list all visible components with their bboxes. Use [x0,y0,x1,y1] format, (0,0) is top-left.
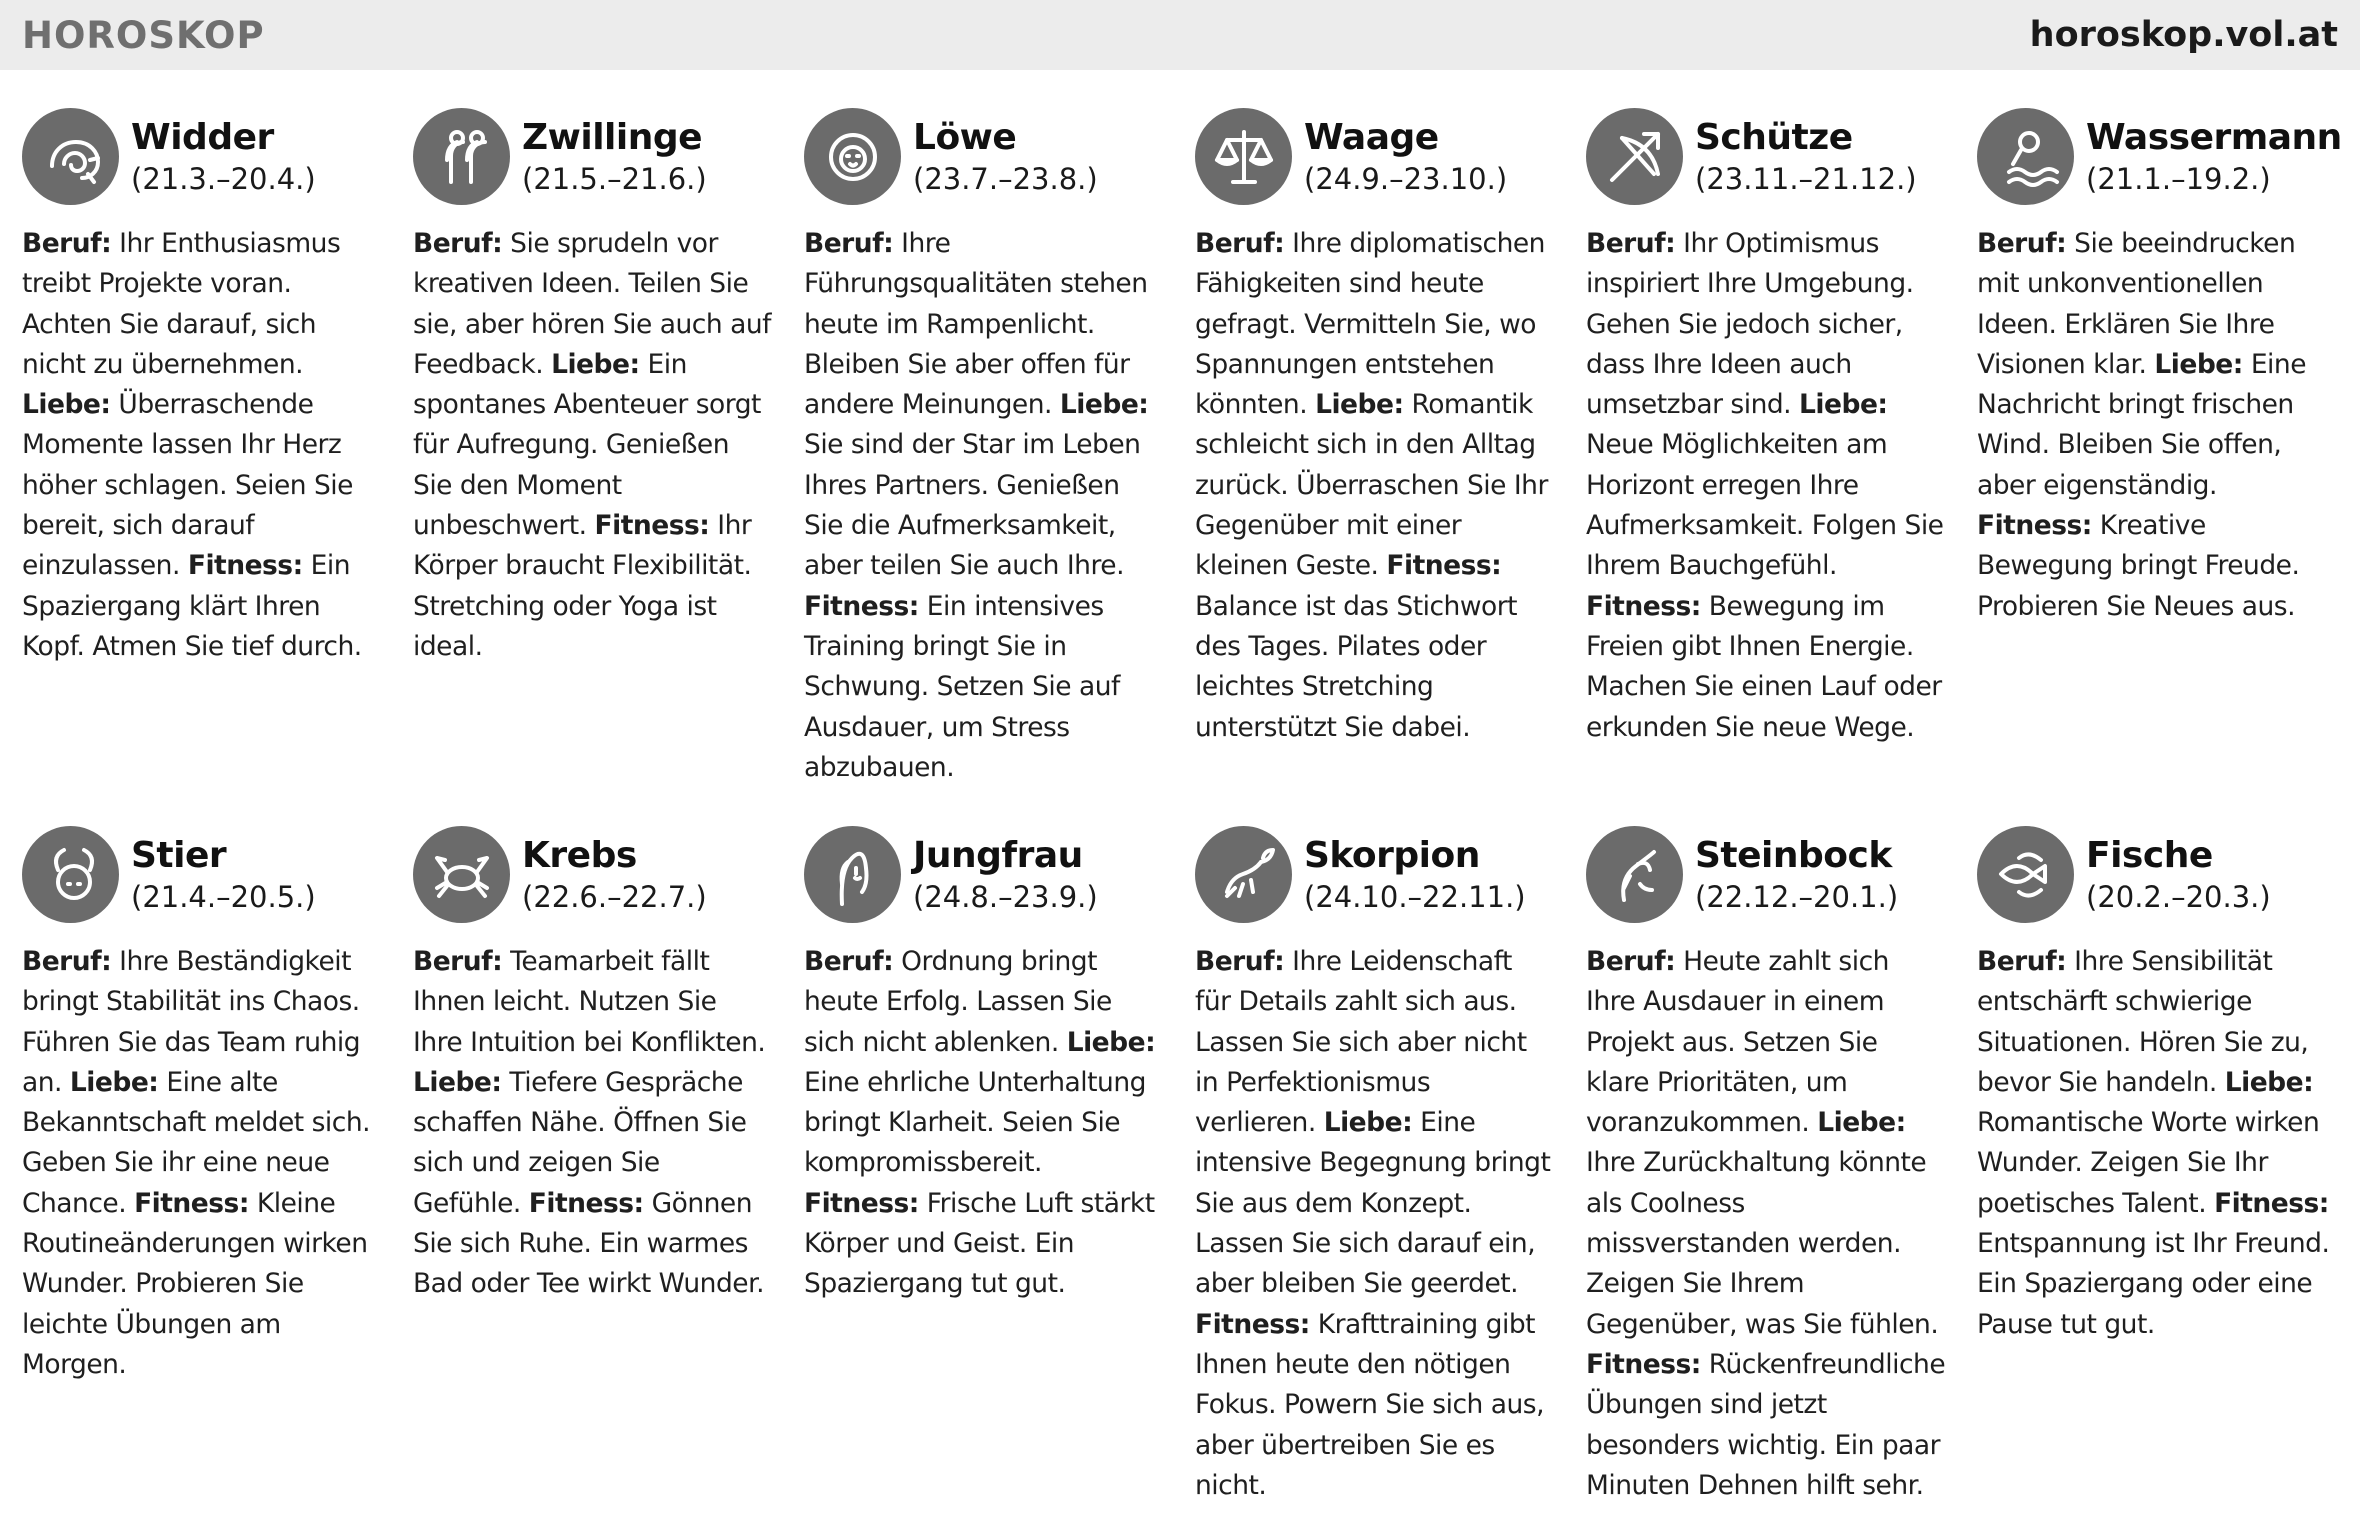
love-label: Liebe: [1817,1107,1906,1139]
sign-titles [913,826,1098,916]
sign-card-krebs [413,826,804,1506]
sign-card-zwillinge [413,108,804,788]
career-label: Beruf: [413,946,503,977]
sign-card-jungfrau [804,826,1195,1506]
love-label: Liebe: [1066,1026,1156,1058]
sign-card-stier [22,826,413,1506]
fitness-text: Ein Spaziergang klärt Ihren Kopf. Atmen Sie tief durch. [22,550,362,662]
horoscope-row [22,108,2360,788]
sign-header [1977,108,2360,208]
sign-text [804,224,1164,788]
love-label: Liebe: [551,348,640,380]
career-label: Beruf: [804,228,894,259]
site-url[interactable]: horoskop.vol.at [2029,15,2338,55]
sign-dates: (21.4.–20.5.) [131,880,316,914]
sign-text [1586,942,1946,1506]
sign-dates: (23.7.–23.8.) [913,162,1098,196]
fitness-text: Rückenfreundliche Übungen sind jetzt besonders wichtig. Ein paar Minuten Dehnen hilft sehr. [1586,1348,1946,1501]
sign-dates: (21.3.–20.4.) [131,162,316,196]
fitness-label: Fitness: [1586,1348,1701,1380]
crab-icon [413,826,510,923]
virgin-icon [804,826,901,923]
career-label: Beruf: [22,228,112,259]
sign-name: Krebs [522,835,637,876]
scales-icon [1195,108,1292,205]
love-text: Eine intensive Begegnung bringt Sie aus dem Konzept. Lassen Sie sich darauf ein, aber bleiben Sie geerdet. [1195,1107,1551,1300]
sign-card-fische [1977,826,2360,1506]
career-label: Beruf: [22,946,112,977]
sign-header [1195,108,1586,208]
sign-dates: (21.5.–21.6.) [522,162,707,196]
fitness-label: Fitness: [594,510,710,542]
fitness-text: Krafttraining gibt Ihnen heute den nötigen Fokus. Powern Sie sich aus, aber übertreiben Sie es nicht. [1195,1308,1544,1501]
sign-dates: (22.6.–22.7.) [522,880,707,914]
sign-text [1977,224,2337,627]
career-label: Beruf: [1195,228,1285,259]
sign-titles [2086,108,2342,198]
fitness-label: Fitness: [804,1187,919,1219]
fitness-text: Balance ist das Stichwort des Tages. Pilates oder leichtes Stretching unterstützt Sie dabei. [1195,590,1517,743]
sign-name: Jungfrau [913,835,1083,876]
career-text: Ihre diplomatischen Fähigkeiten sind heute gefragt. Vermitteln Sie, wo Spannungen entstehen könnten. [1195,228,1545,421]
fitness-text: Kleine Routineänderungen wirken Wunder. Probieren Sie leichte Übungen am Morgen. [22,1187,368,1380]
love-label: Liebe: [1323,1107,1413,1139]
love-label: Liebe: [2154,348,2243,380]
sign-card-schuetze [1586,108,1977,788]
sign-titles [522,108,707,198]
career-label: Beruf: [804,946,894,977]
fitness-label: Fitness: [1195,1308,1310,1340]
sign-name: Fische [2086,835,2213,876]
sign-card-loewe [804,108,1195,788]
sign-name: Skorpion [1304,835,1480,876]
fitness-label: Fitness: [134,1187,249,1219]
fitness-text: Ein intensives Training bringt Sie in Schwung. Setzen Sie auf Ausdauer, um Stress abzubauen. [804,590,1120,783]
sign-dates: (23.11.–21.12.) [1695,162,1917,196]
sign-text [413,224,773,667]
sign-header [1586,108,1977,208]
love-text: Romantische Worte wirken Wunder. Zeigen Sie Ihr poetisches Talent. [1977,1107,2320,1219]
sign-titles [131,826,316,916]
sign-text [22,942,382,1385]
career-label: Beruf: [413,228,503,259]
sign-header [804,108,1195,208]
love-label: Liebe: [1059,389,1149,421]
sign-titles [1695,826,1898,916]
lion-icon [804,108,901,205]
sign-dates: (24.8.–23.9.) [913,880,1098,914]
fish-icon [1977,826,2074,923]
career-label: Beruf: [1586,946,1676,977]
career-text: Ihre Leidenschaft für Details zahlt sich aus. Lassen Sie sich aber nicht in Perfektionismus verlieren. [1195,946,1527,1139]
section-title: HOROSKOP [22,13,265,57]
sign-header [1977,826,2360,926]
sign-card-widder [22,108,413,788]
career-text: Heute zahlt sich Ihre Ausdauer in einem Projekt aus. Setzen Sie klare Prioritäten, um voranzukommen. [1586,946,1889,1139]
love-label: Liebe: [1315,389,1404,421]
sign-dates: (24.9.–23.10.) [1304,162,1508,196]
fitness-text: Ihr Körper braucht Flexibilität. Stretching oder Yoga ist ideal. [413,510,752,662]
sign-dates: (22.12.–20.1.) [1695,880,1899,914]
career-text: Sie beeindrucken mit unkonventionellen Ideen. Erklären Sie Ihre Visionen klar. [1977,228,2296,380]
love-label: Liebe: [1799,389,1888,421]
love-text: Romantik schleicht sich in den Alltag zurück. Überraschen Sie Ihr Gegenüber mit einer kleinen Geste. [1195,389,1548,582]
fitness-text: Entspannung ist Ihr Freund. Ein Spaziergang oder eine Pause tut gut. [1977,1228,2330,1340]
love-text: Sie sind der Star im Leben Ihres Partners. Genießen Sie die Aufmerksamkeit, aber teilen Sie auch Ihre. [804,429,1141,582]
water-bearer-icon [1977,108,2074,205]
sign-header [22,108,413,208]
sign-card-skorpion [1195,826,1586,1506]
love-text: Tiefere Gespräche schaffen Nähe. Öffnen Sie sich und zeigen Sie Gefühle. [413,1066,747,1219]
career-label: Beruf: [1977,228,2067,259]
sign-name: Steinbock [1695,835,1892,876]
scorpion-icon [1195,826,1292,923]
sign-text [22,224,382,667]
fitness-text: Gönnen Sie sich Ruhe. Ein warmes Bad oder Tee wirkt Wunder. [413,1187,764,1300]
sign-titles [131,108,316,198]
sign-text [1586,224,1946,748]
career-text: Ihre Führungsqualitäten stehen heute im Rampenlicht. Bleiben Sie aber offen für andere Meinungen. [804,228,1148,421]
career-text: Ihre Beständigkeit bringt Stabilität ins Chaos. Führen Sie das Team ruhig an. [22,946,361,1098]
career-text: Sie sprudeln vor kreativen Ideen. Teilen Sie sie, aber hören Sie auch auf Feedback. [413,228,771,380]
twins-icon [413,108,510,205]
love-label: Liebe: [69,1066,159,1098]
sign-titles [913,108,1098,198]
sign-header [22,826,413,926]
career-label: Beruf: [1977,946,2067,977]
sign-name: Löwe [913,117,1017,158]
love-text: Neue Möglichkeiten am Horizont erregen Ihre Aufmerksamkeit. Folgen Sie Ihrem Bauchgefühl. [1586,429,1944,582]
sign-dates: (20.2.–20.3.) [2086,880,2271,914]
sign-text [804,942,1164,1305]
love-label: Liebe: [2224,1066,2314,1098]
sign-header [1195,826,1586,926]
sign-text [1195,942,1555,1506]
career-label: Beruf: [1195,946,1285,977]
sign-text [413,942,773,1305]
horoscope-row [22,826,2360,1506]
sign-header [804,826,1195,926]
fitness-label: Fitness: [804,590,919,622]
bull-icon [22,826,119,923]
ram-icon [22,108,119,205]
sign-card-wassermann [1977,108,2360,788]
fitness-text: Bewegung im Freien gibt Ihnen Energie. Machen Sie einen Lauf oder erkunden Sie neue Wege. [1586,590,1942,743]
career-text: Ordnung bringt heute Erfolg. Lassen Sie sich nicht ablenken. [804,946,1112,1058]
love-text: Überraschende Momente lassen Ihr Herz höher schlagen. Seien Sie bereit, sich darauf einzulassen. [22,389,353,582]
love-text: Ihre Zurückhaltung könnte als Coolness missverstanden werden. Zeigen Sie Ihrem Gegenüber, was Sie fühlen. [1586,1147,1939,1340]
fitness-label: Fitness: [1586,590,1701,622]
sign-dates: (21.1.–19.2.) [2086,162,2271,196]
love-text: Eine Nachricht bringt frischen Wind. Bleiben Sie offen, aber eigenständig. [1977,348,2307,501]
sign-header [413,108,804,208]
fitness-text: Frische Luft stärkt Körper und Geist. Ein Spaziergang tut gut. [804,1187,1155,1300]
archer-icon [1586,108,1683,205]
goat-icon [1586,826,1683,923]
sign-name: Waage [1304,117,1439,158]
sign-titles [522,826,707,916]
career-text: Ihre Sensibilität entschärft schwierige Situationen. Hören Sie zu, bevor Sie handeln. [1977,946,2309,1098]
sign-titles [1695,108,1917,198]
fitness-label: Fitness: [1977,510,2092,542]
sign-card-steinbock [1586,826,1977,1506]
fitness-label: Fitness: [187,550,303,582]
fitness-label: Fitness: [1386,550,1502,582]
sign-name: Zwillinge [522,117,703,158]
sign-card-waage [1195,108,1586,788]
career-text: Ihr Enthusiasmus treibt Projekte voran. Achten Sie darauf, sich nicht zu übernehmen. [22,228,341,380]
sign-titles [1304,826,1526,916]
sign-name: Schütze [1695,117,1853,158]
sign-header [1586,826,1977,926]
sign-titles [1304,108,1507,198]
sign-name: Widder [131,117,274,158]
love-text: Eine alte Bekanntschaft meldet sich. Geben Sie ihr eine neue Chance. [22,1066,371,1219]
love-text: Ein spontanes Abenteuer sorgt für Aufregung. Genießen Sie den Moment unbeschwert. [413,348,761,542]
love-label: Liebe: [22,389,111,421]
love-text: Eine ehrliche Unterhaltung bringt Klarheit. Seien Sie kompromissbereit. [804,1066,1146,1179]
career-text: Teamarbeit fällt Ihnen leicht. Nutzen Sie Ihre Intuition bei Konflikten. [413,946,766,1058]
fitness-label: Fitness: [528,1187,644,1219]
sign-dates: (24.10.–22.11.) [1304,880,1526,914]
header-bar [0,0,2360,70]
sign-name: Stier [131,835,227,876]
sign-text [1195,224,1555,748]
love-label: Liebe: [413,1066,502,1098]
sign-header [413,826,804,926]
sign-text [1977,942,2337,1345]
sign-titles [2086,826,2271,916]
fitness-text: Kreative Bewegung bringt Freude. Probieren Sie Neues aus. [1977,510,2300,622]
fitness-label: Fitness: [2214,1187,2329,1219]
career-text: Ihr Optimismus inspiriert Ihre Umgebung. Gehen Sie jedoch sicher, dass Ihre Ideen auch umsetzbar sind. [1586,228,1914,421]
sign-name: Wassermann [2086,117,2342,158]
career-label: Beruf: [1586,228,1676,259]
